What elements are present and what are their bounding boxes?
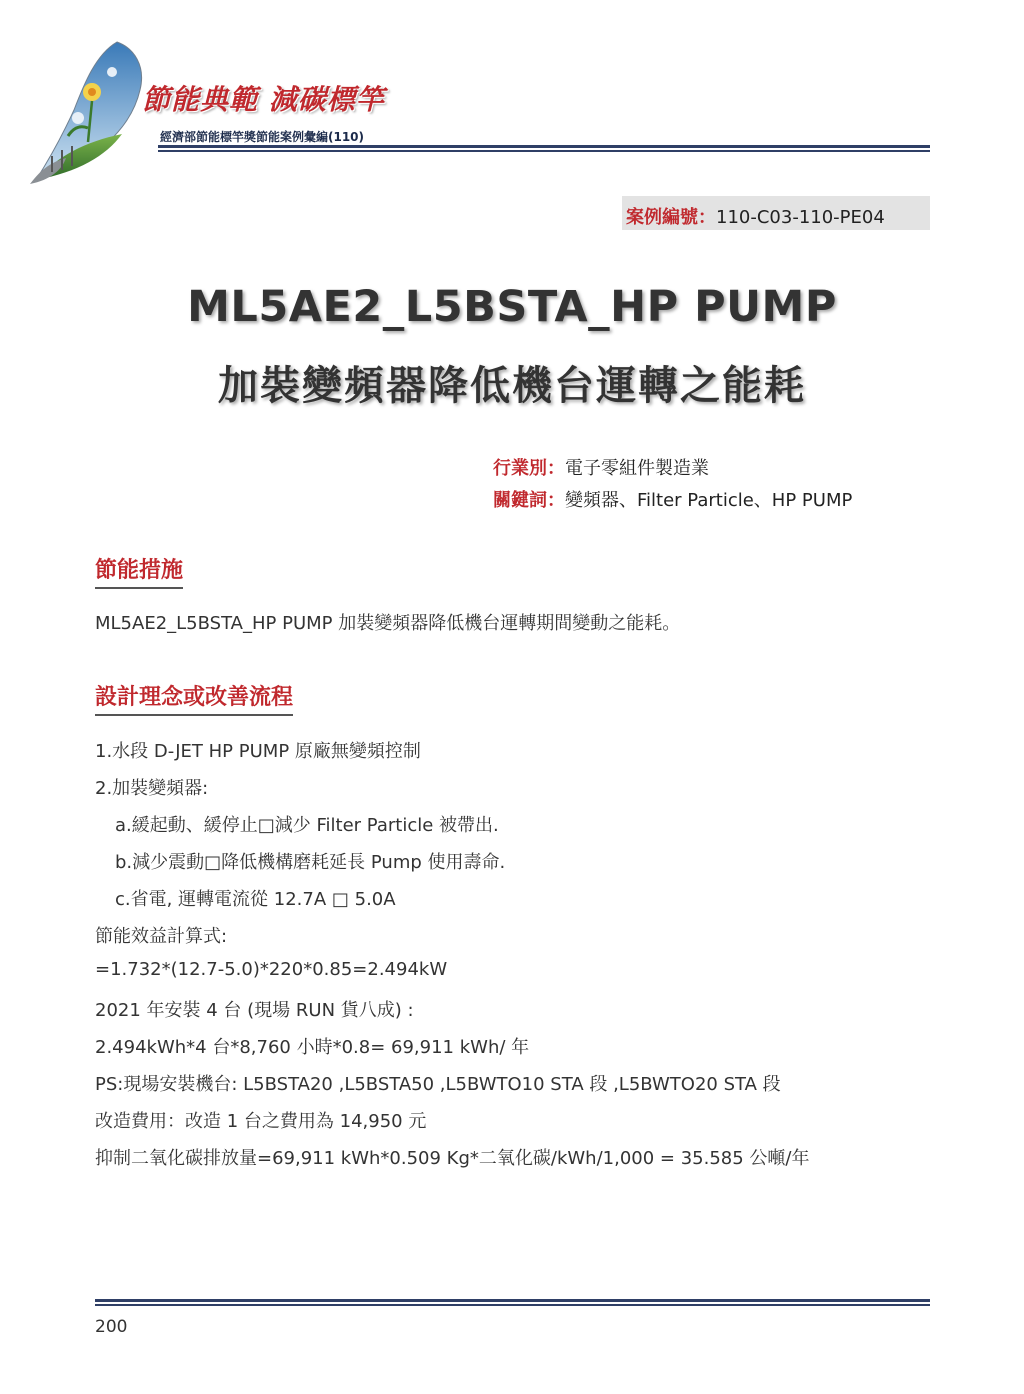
design-line: a.緩起動、緩停止□減少 Filter Particle 被帶出. <box>115 815 499 836</box>
design-line: 2.494kWh*4 台*8,760 小時*0.8= 69,911 kWh/ 年 <box>95 1037 530 1058</box>
section-heading-design: 設計理念或改善流程 <box>95 680 293 716</box>
design-line: 節能效益計算式: <box>95 926 228 947</box>
case-number <box>626 203 885 229</box>
keywords-row <box>493 486 852 512</box>
design-line: b.減少震動□降低機構磨耗延長 Pump 使用壽命. <box>115 852 506 873</box>
page-title-line2: 加裝變頻器降低機台運轉之能耗 <box>218 363 806 409</box>
industry-label: 行業別： <box>493 458 565 479</box>
design-line: 2021 年安裝 4 台 (現場 RUN 貨八成) : <box>95 1000 414 1021</box>
header-rule <box>158 150 930 152</box>
design-line: 改造費用：改造 1 台之費用為 14,950 元 <box>95 1111 427 1132</box>
keywords-label: 關鍵詞： <box>493 490 565 511</box>
footer-rule <box>95 1299 930 1302</box>
brand-title: 節能典範 減碳標竿 <box>142 83 385 116</box>
section-heading-measures: 節能措施 <box>95 553 183 589</box>
industry-value: 電子零組件製造業 <box>565 458 709 479</box>
design-line: 2.加裝變頻器: <box>95 778 209 799</box>
brand-subtitle: 經濟部節能標竿獎節能案例彙編(110) <box>160 130 365 144</box>
case-number-value: 110-C03-110-PE04 <box>716 207 885 228</box>
design-line: =1.732*(12.7-5.0)*220*0.85=2.494kW <box>95 959 448 980</box>
page-number: 200 <box>95 1317 128 1337</box>
design-line: PS:現場安裝機台: L5BSTA20 ,L5BSTA50 ,L5BWTO10 STA 段 ,L5BWTO20 STA 段 <box>95 1074 781 1095</box>
keywords-value: 變頻器、Filter Particle、HP PUMP <box>565 490 853 511</box>
industry-row <box>493 454 709 480</box>
case-number-label: 案例編號： <box>626 207 716 228</box>
header-rule <box>158 145 930 148</box>
measures-text: ML5AE2_L5BSTA_HP PUMP 加裝變頻器降低機台運轉期間變動之能耗。 <box>95 613 681 634</box>
footer-rule <box>95 1304 930 1306</box>
page-title-line1: ML5AE2_L5BSTA_HP PUMP <box>187 282 837 332</box>
design-line: 1.水段 D-JET HP PUMP 原廠無變頻控制 <box>95 741 421 762</box>
design-line: 抑制二氧化碳排放量=69,911 kWh*0.509 Kg*二氧化碳/kWh/1,000 = 35.585 公噸/年 <box>95 1148 810 1169</box>
design-line: c.省電, 運轉電流從 12.7A □ 5.0A <box>115 889 396 910</box>
